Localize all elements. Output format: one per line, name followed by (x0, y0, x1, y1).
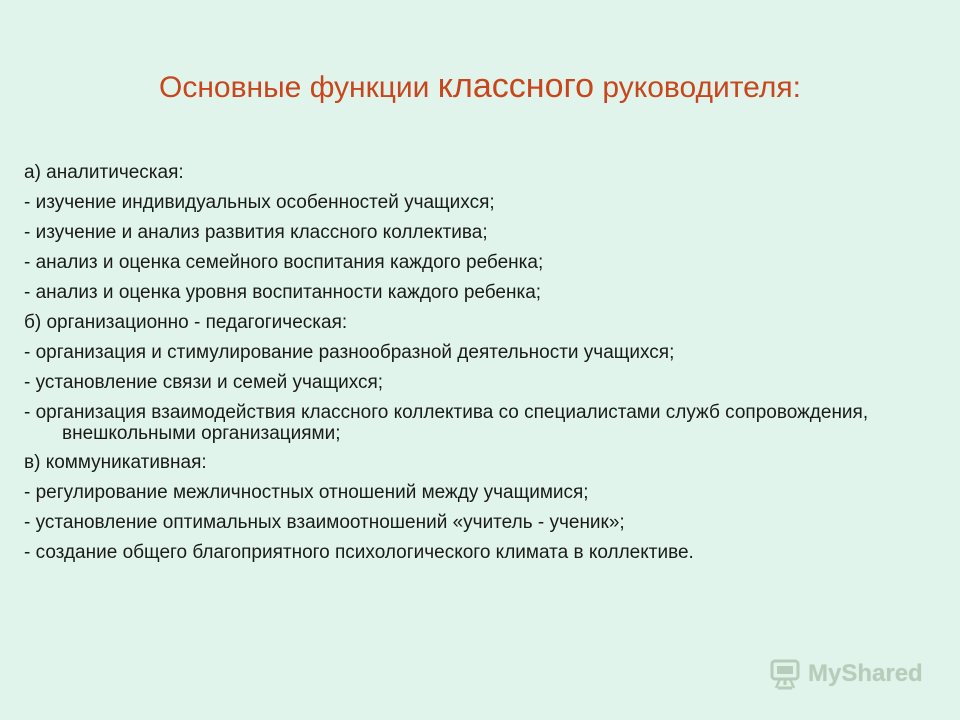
list-item: - анализ и оценка уровня воспитанности каждого ребенка; (24, 282, 542, 303)
list-item: - установление связи и семей учащихся; (24, 372, 384, 393)
list-item: - установление оптимальных взаимоотношений «учитель - ученик»; (24, 512, 625, 533)
list-item: - организация взаимодействия классного коллектива со специалистами служб сопровождения, внешкольными организациями; (24, 402, 869, 444)
section-heading-communicative: в) коммуникативная: (24, 452, 207, 473)
section-heading-organizational: б) организационно - педагогическая: (24, 312, 348, 333)
slide-body (24, 162, 936, 572)
title-part-2: классного (437, 67, 595, 105)
list-item: - анализ и оценка семейного воспитания каждого ребенка; (24, 252, 544, 273)
list-item: - организация и стимулирование разнообразной деятельности учащихся; (24, 342, 675, 363)
watermark-text: MyShared (808, 660, 923, 687)
section-heading-analytical: а) аналитическая: (24, 162, 184, 183)
slide-title (0, 66, 960, 108)
list-item: - изучение и анализ развития классного коллектива; (24, 222, 488, 243)
myshared-watermark (768, 656, 923, 692)
list-item: - регулирование межличностных отношений между учащимися; (24, 482, 589, 503)
list-item: - создание общего благоприятного психологического климата в коллективе. (24, 542, 694, 563)
title-part-1: Основные функции (159, 71, 438, 104)
title-part-3: руководителя: (594, 71, 801, 104)
presentation-board-icon (768, 657, 802, 691)
list-item: - изучение индивидуальных особенностей учащихся; (24, 192, 495, 213)
